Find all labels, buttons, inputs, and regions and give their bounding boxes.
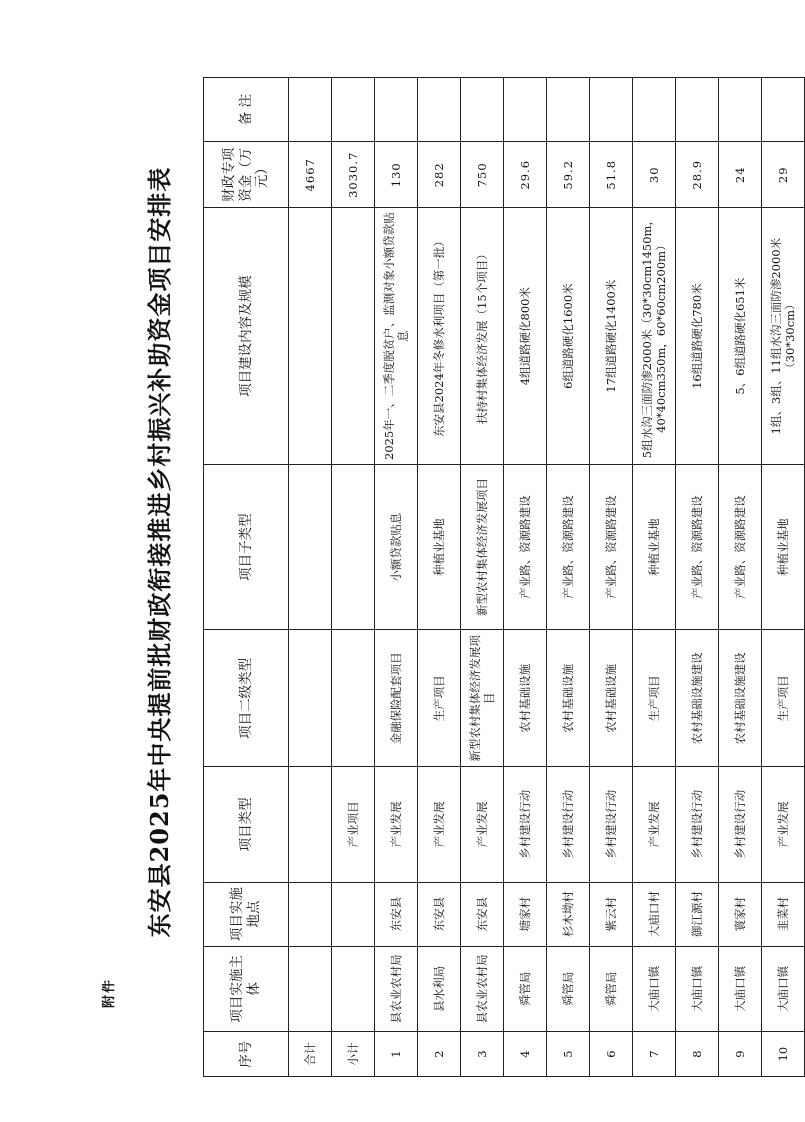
cell-type: 乡村建设行动 bbox=[504, 767, 547, 882]
cell-executor: 舜管局 bbox=[504, 946, 547, 1031]
cell-location: 寰家村 bbox=[719, 882, 762, 946]
cell-type: 产业发展 bbox=[633, 767, 676, 882]
cell-executor: 县农业农村局 bbox=[375, 946, 418, 1031]
table-row bbox=[633, 78, 676, 1077]
cell-remark bbox=[418, 78, 461, 142]
cell-remark bbox=[762, 78, 805, 142]
cell-amount: 282 bbox=[418, 142, 461, 208]
header-row bbox=[204, 78, 289, 1077]
cell-amount: 29.6 bbox=[504, 142, 547, 208]
cell-level2: 农村基础设施 bbox=[547, 630, 590, 767]
cell-amount: 750 bbox=[461, 142, 504, 208]
cell-no: 7 bbox=[633, 1032, 676, 1077]
cell-remark bbox=[676, 78, 719, 142]
header-level2: 项目二级类型 bbox=[204, 630, 289, 767]
cell-no: 6 bbox=[590, 1032, 633, 1077]
cell-subtype: 新型农村集体经济发展项目 bbox=[461, 464, 504, 630]
cell-no: 8 bbox=[676, 1032, 719, 1077]
cell-type: 乡村建设行动 bbox=[676, 767, 719, 882]
header-content: 项目建设内容及规模 bbox=[204, 208, 289, 464]
cell-type: 产业发展 bbox=[375, 767, 418, 882]
total-row bbox=[289, 78, 332, 1077]
cell-subtype: 产业路、资源路建设 bbox=[719, 464, 762, 630]
cell-amount: 28.9 bbox=[676, 142, 719, 208]
cell-subtype: 产业路、资源路建设 bbox=[676, 464, 719, 630]
table-row bbox=[590, 78, 633, 1077]
subtotal-row bbox=[332, 78, 375, 1077]
cell-level2: 生产项目 bbox=[633, 630, 676, 767]
cell-remark bbox=[461, 78, 504, 142]
cell-subtype: 种植业基地 bbox=[418, 464, 461, 630]
cell-no: 9 bbox=[719, 1032, 762, 1077]
total-amount: 4667 bbox=[289, 142, 332, 208]
cell-location: 东安县 bbox=[418, 882, 461, 946]
cell-no: 1 bbox=[375, 1032, 418, 1077]
table-row bbox=[418, 78, 461, 1077]
cell-type: 乡村建设行动 bbox=[547, 767, 590, 882]
cell-level2: 生产项目 bbox=[418, 630, 461, 767]
cell-subtype: 种植业基地 bbox=[762, 464, 805, 630]
cell-level2: 农村基础设施建设 bbox=[676, 630, 719, 767]
cell-amount: 59.2 bbox=[547, 142, 590, 208]
cell-no: 5 bbox=[547, 1032, 590, 1077]
cell-content: 17组道路硬化1400米 bbox=[590, 208, 633, 464]
cell-no: 4 bbox=[504, 1032, 547, 1077]
cell-content: 1组、3组、11组水沟三面防渗2000米（30*30cm） bbox=[762, 208, 805, 464]
cell-remark bbox=[504, 78, 547, 142]
cell-amount: 51.8 bbox=[590, 142, 633, 208]
cell-location: 韭菜村 bbox=[762, 882, 805, 946]
cell-content: 16组道路硬化780米 bbox=[676, 208, 719, 464]
cell-executor: 舜管局 bbox=[590, 946, 633, 1031]
cell-content: 6组道路硬化1600米 bbox=[547, 208, 590, 464]
cell-type: 乡村建设行动 bbox=[590, 767, 633, 882]
cell-level2: 农村基础设施建设 bbox=[719, 630, 762, 767]
cell-amount: 30 bbox=[633, 142, 676, 208]
header-subtype: 项目子类型 bbox=[204, 464, 289, 630]
header-type: 项目类型 bbox=[204, 767, 289, 882]
cell-subtype: 产业路、资源路建设 bbox=[504, 464, 547, 630]
cell-subtype: 产业路、资源路建设 bbox=[590, 464, 633, 630]
table-row bbox=[461, 78, 504, 1077]
table-row bbox=[676, 78, 719, 1077]
cell-no: 3 bbox=[461, 1032, 504, 1077]
cell-executor: 大庙口镇 bbox=[719, 946, 762, 1031]
table-row bbox=[719, 78, 762, 1077]
cell-amount: 130 bbox=[375, 142, 418, 208]
table-row bbox=[762, 78, 805, 1077]
total-label: 合计 bbox=[289, 1032, 332, 1077]
cell-remark bbox=[547, 78, 590, 142]
cell-executor: 舜管局 bbox=[547, 946, 590, 1031]
cell-content: 东安县2024年冬修水利项目（第一批） bbox=[418, 208, 461, 464]
cell-content: 5、6组道路硬化651米 bbox=[719, 208, 762, 464]
cell-location: 塘家村 bbox=[504, 882, 547, 946]
cell-content: 5组水沟三面防渗2000米（30*30cm1450m，40*40cm350m，60*60cm200m） bbox=[633, 208, 676, 464]
cell-executor: 县农业农村局 bbox=[461, 946, 504, 1031]
cell-level2: 新型农村集体经济发展项目 bbox=[461, 630, 504, 767]
cell-executor: 大庙口镇 bbox=[633, 946, 676, 1031]
cell-type: 产业发展 bbox=[461, 767, 504, 882]
table-row bbox=[504, 78, 547, 1077]
cell-type: 产业发展 bbox=[418, 767, 461, 882]
attachment-label: 附件 bbox=[102, 977, 117, 1008]
cell-location: 东安县 bbox=[461, 882, 504, 946]
cell-location: 东安县 bbox=[375, 882, 418, 946]
header-no: 序号 bbox=[204, 1032, 289, 1077]
cell-subtype: 产业路、资源路建设 bbox=[547, 464, 590, 630]
cell-subtype: 小额贷款贴息 bbox=[375, 464, 418, 630]
cell-remark bbox=[719, 78, 762, 142]
cell-executor: 大庙口镇 bbox=[676, 946, 719, 1031]
cell-level2: 生产项目 bbox=[762, 630, 805, 767]
cell-executor: 大庙口镇 bbox=[762, 946, 805, 1031]
cell-subtype: 种植业基地 bbox=[633, 464, 676, 630]
cell-executor: 县水利局 bbox=[418, 946, 461, 1031]
cell-level2: 金融保险配套项目 bbox=[375, 630, 418, 767]
subtotal-type: 产业项目 bbox=[332, 767, 375, 882]
cell-location: 大庙口村 bbox=[633, 882, 676, 946]
cell-remark bbox=[633, 78, 676, 142]
cell-content: 扶持村集体经济发展（15个项目） bbox=[461, 208, 504, 464]
table-row bbox=[547, 78, 590, 1077]
header-amount: 财政专项资金（万元） bbox=[204, 142, 289, 208]
cell-content: 2025年一、二季度脱贫户、监测对象小额贷款贴息 bbox=[375, 208, 418, 464]
cell-amount: 29 bbox=[762, 142, 805, 208]
cell-type: 产业发展 bbox=[762, 767, 805, 882]
cell-no: 10 bbox=[762, 1032, 805, 1077]
header-executor: 项目实施主体 bbox=[204, 946, 289, 1031]
cell-amount: 24 bbox=[719, 142, 762, 208]
cell-level2: 农村基础设施 bbox=[590, 630, 633, 767]
cell-remark bbox=[590, 78, 633, 142]
header-location: 项目实施地点 bbox=[204, 882, 289, 946]
cell-type: 乡村建设行动 bbox=[719, 767, 762, 882]
document-title: 东安县2025年中央提前批财政衔接推进乡村振兴补助资金项目安排表 bbox=[145, 166, 174, 938]
cell-location: 御江源村 bbox=[676, 882, 719, 946]
cell-no: 2 bbox=[418, 1032, 461, 1077]
cell-content: 4组道路硬化800米 bbox=[504, 208, 547, 464]
cell-location: 紫云村 bbox=[590, 882, 633, 946]
header-remark: 备 注 bbox=[204, 78, 289, 142]
subtotal-amount: 3030.7 bbox=[332, 142, 375, 208]
cell-location: 杉木坳村 bbox=[547, 882, 590, 946]
table-row bbox=[375, 78, 418, 1077]
cell-remark bbox=[375, 78, 418, 142]
subtotal-label: 小计 bbox=[332, 1032, 375, 1077]
project-table bbox=[203, 77, 805, 1077]
cell-level2: 农村基础设施 bbox=[504, 630, 547, 767]
